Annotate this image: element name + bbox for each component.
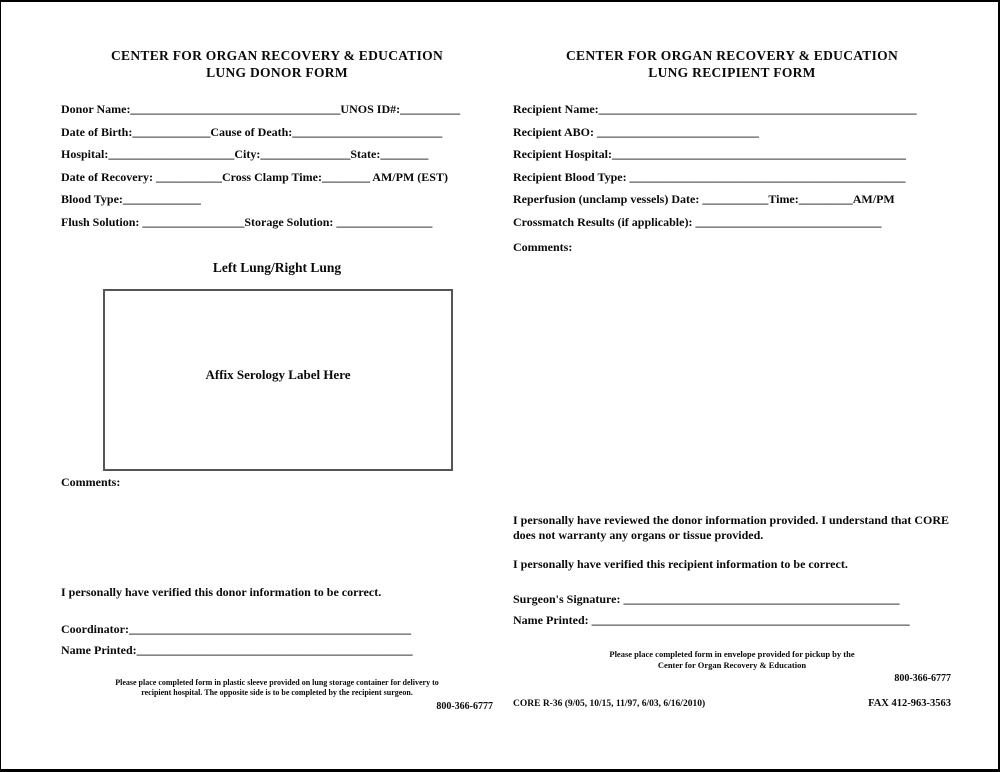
coordinator-line: Coordinator:_______________________________________________ (61, 622, 411, 636)
donor-phone-number: 800-366-6777 (436, 701, 493, 712)
recipient-phone-number: 800-366-6777 (894, 673, 951, 684)
recipient-instructions-line1: Please place completed form in envelope provided for pickup by the (609, 649, 855, 659)
fax-number: FAX 412-963-3563 (868, 698, 951, 709)
recipient-name-printed-line: Name Printed: _____________________________________________________ (513, 613, 910, 627)
donor-instructions-line1: Please place completed form in plastic sleeve provided on lung storage container for delivery to (115, 678, 439, 687)
flush-solution-field: Flush Solution: _________________Storage Solution: ________________ (61, 214, 433, 229)
recipient-name-field: Recipient Name:_____________________________________________________ (513, 102, 917, 116)
serology-label-box (103, 289, 453, 471)
donor-fields (61, 98, 493, 233)
recipient-form-title: LUNG RECIPIENT FORM (648, 65, 816, 80)
recipient-abo-field: Recipient ABO: ___________________________ (513, 124, 759, 139)
blood-type-field: Blood Type:_____________ (61, 192, 201, 206)
recipient-signature-block (513, 589, 951, 631)
surgeon-signature-line: Surgeon's Signature: ______________________________________________ (513, 592, 900, 606)
recipient-fields (513, 98, 951, 233)
recipient-instructions-line2: Center for Organ Recovery & Education (657, 660, 807, 670)
donor-comments-label: Comments: (61, 475, 121, 489)
lung-recipient-form (513, 2, 951, 709)
hospital-field: Hospital:_____________________City:_______________State:________ (61, 147, 429, 161)
donor-instructions-line2: recipient hospital. The opposite side is to be completed by the recipient surgeon. (141, 688, 413, 697)
donor-name-field: Donor Name:___________________________________UNOS ID#:__________ (61, 102, 461, 116)
donor-signature-block (61, 619, 493, 661)
recipient-hospital-field: Recipient Hospital:_________________________________________________ (513, 147, 906, 161)
donor-verification-statement: I personally have verified this donor information to be correct. (61, 585, 382, 599)
donor-instructions (61, 678, 493, 698)
recipient-org-title: CENTER FOR ORGAN RECOVERY & EDUCATION (565, 48, 898, 63)
recipient-verification-statement: I personally have verified this recipient information to be correct. (513, 557, 848, 571)
form-revision-code: CORE R-36 (9/05, 10/15, 11/97, 6/03, 6/16/2010) (513, 699, 706, 709)
crossmatch-results-field: Crossmatch Results (if applicable): _______________________________ (513, 214, 882, 229)
donor-name-printed-line: Name Printed:______________________________________________ (61, 643, 413, 657)
date-of-recovery-field: Date of Recovery: ___________Cross Clamp Time:________ AM/PM (EST) (61, 169, 448, 184)
recipient-comments-label: Comments: (513, 240, 573, 254)
donor-org-title: CENTER FOR ORGAN RECOVERY & EDUCATION (110, 48, 443, 63)
date-of-birth-field: Date of Birth:_____________Cause of Death:_________________________ (61, 124, 443, 139)
recipient-footer-row (513, 698, 951, 709)
recipient-review-statement: I personally have reviewed the donor information provided. I understand that CORE does not warranty any organs or tissue provided. (513, 513, 950, 542)
lung-side-heading: Left Lung/Right Lung (212, 260, 342, 275)
recipient-instructions (513, 649, 951, 671)
recipient-blood-type-field: Recipient Blood Type: ______________________________________________ (513, 169, 906, 184)
serology-box-label: Affix Serology Label Here (205, 367, 351, 382)
reperfusion-field: Reperfusion (unclamp vessels) Date: ___________Time:_________AM/PM (513, 192, 895, 206)
donor-form-title: LUNG DONOR FORM (206, 65, 348, 80)
lung-donor-form (61, 2, 493, 712)
